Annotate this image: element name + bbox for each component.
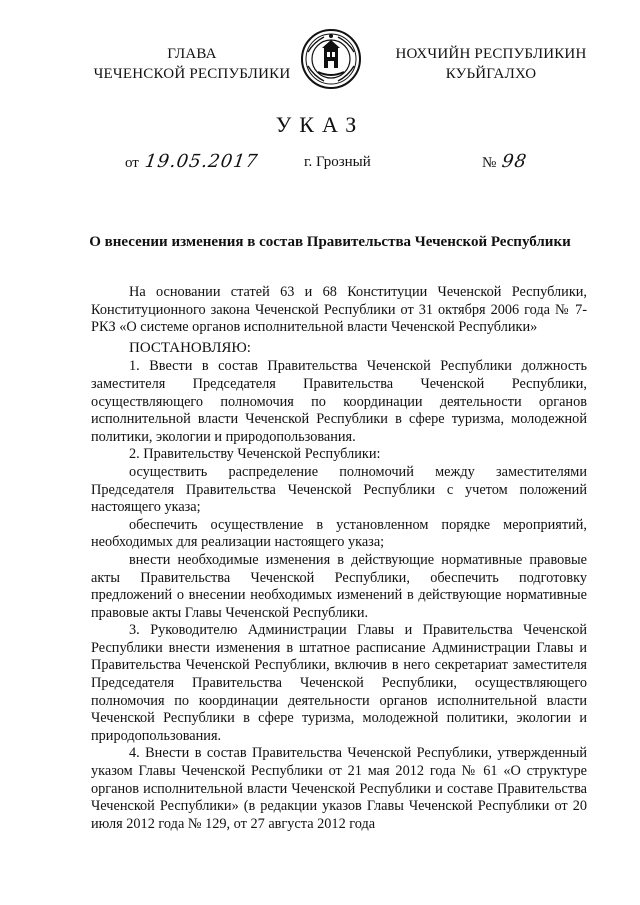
header-right-line2: КУЬЙГАЛХО	[445, 66, 537, 82]
paragraph-1: 1. Ввести в состав Правительства Чеченской Республики должность заместителя Председателя Правительства Чеченской Республики, осуществляющего полномочия по координации деятельности органов исполнительной власти Чеченской Республики в сфере туризма, молодежной политики, экологии и природопользования.	[91, 358, 587, 445]
header-left-line1: ГЛАВА	[167, 46, 217, 62]
header-left	[92, 44, 292, 84]
date-prefix: от	[125, 155, 139, 171]
document-title: УКАЗ	[275, 112, 365, 137]
decree-date	[125, 150, 258, 174]
header-left-line2: ЧЕЧЕНСКОЙ РЕСПУБЛИКИ	[93, 66, 291, 82]
decree-subject: О внесении изменения в состав Правительства Чеченской Республики	[89, 234, 571, 250]
number-prefix: №	[482, 155, 497, 171]
paragraph-2a: осуществить распределение полномочий между заместителями Председателя Правительства Чеченской Республики с учетом положений настоящего указа;	[91, 463, 587, 516]
header-right	[386, 44, 596, 84]
intro-paragraph: На основании статей 63 и 68 Конституции Чеченской Республики, Конституционного закона Чеченской Республики от 31 октября 2006 года № 7-РКЗ «О системе органов исполнительной власти Чеченской Республики»	[91, 284, 587, 336]
header-right-line1: НОХЧИЙН РЕСПУБЛИКИН	[395, 46, 587, 62]
decree-body	[91, 284, 587, 833]
paragraph-2: 2. Правительству Чеченской Республики:	[129, 446, 381, 463]
decree-number	[482, 150, 527, 174]
paragraph-4: 4. Внести в состав Правительства Чеченской Республики, утвержденный указом Главы Чеченской Республики от 21 мая 2012 года № 61 «О структуре органов исполнительной власти Чеченской Республики и составе Правительства Чеченской Республики» (в редакции указов Главы Чеченской Республики от 20 июля 2012 года № 129, от 27 августа 2012 года	[91, 745, 587, 832]
handwritten-date: 19.05.2017	[143, 151, 260, 172]
decree-city: г. Грозный	[304, 154, 371, 170]
paragraph-3: 3. Руководителю Администрации Главы и Правительства Чеченской Республики внести изменения в штатное расписание Администрации Главы и Правительства Чеченской Республики, включив в него секретариат заместителя Председателя Правительства Чеченской Республики, осуществляющего полномочия по координации деятельности органов исполнительной власти Чеченской Республики в сфере туризма, молодежной политики, экологии и природопользования.	[91, 622, 587, 744]
paragraph-2b: обеспечить осуществление в установленном порядке мероприятий, необходимых для реализации настоящего указа;	[91, 516, 587, 551]
paragraph-2c: внести необходимые изменения в действующие нормативные правовые акты Правительства Чеченской Республики, обеспечить подготовку предложений о внесении необходимых изменений в действующие нормативные правовые акты Главы Чеченской Республики.	[91, 551, 587, 621]
coat-of-arms-icon	[300, 28, 362, 90]
handwritten-number: 98	[500, 151, 529, 172]
decree-word: ПОСТАНОВЛЯЮ:	[129, 339, 251, 356]
